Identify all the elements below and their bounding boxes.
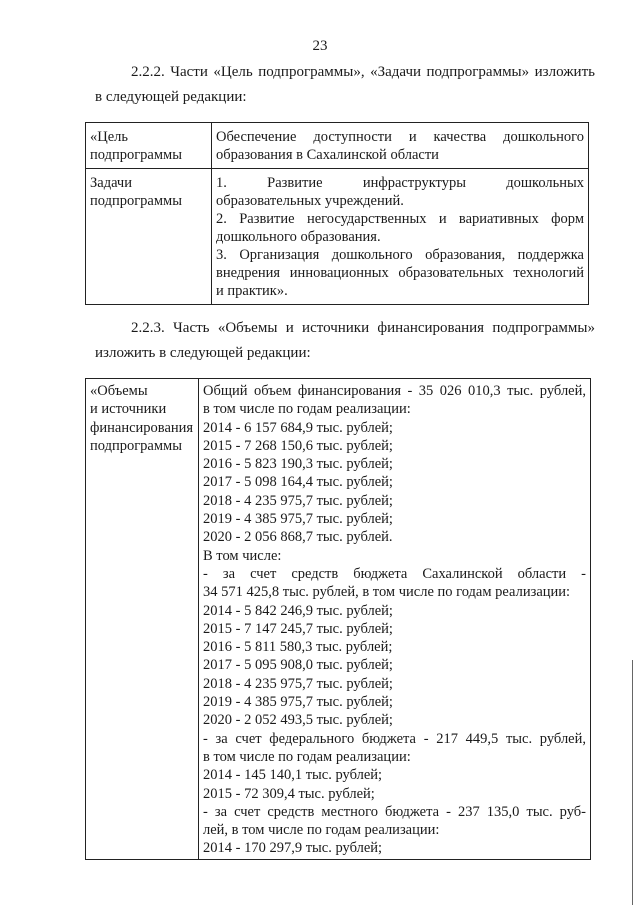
row-value: [199, 379, 591, 860]
goals-tasks-table: [85, 122, 589, 305]
row-label: [86, 379, 199, 860]
cell-line: образования в Сахалинской области: [216, 147, 439, 163]
paragraph-2-2-3: [95, 316, 595, 365]
label-line: «Объемы: [90, 383, 148, 399]
cell-line: 2018 - 4 235 975,7 тыс. рублей;: [203, 675, 393, 692]
label-line: подпрограммы: [90, 437, 182, 454]
cell-line: Обеспечение доступности и качества дошкольного: [216, 129, 584, 145]
table-row: [86, 123, 589, 169]
paragraph-line: изложить в следующей редакции:: [95, 345, 311, 361]
cell-line: В том числе:: [203, 547, 282, 564]
cell-line: 2. Развитие негосударственных и вариативных форм: [216, 211, 584, 227]
label-line: финансирования: [90, 419, 194, 436]
cell-line: и практик».: [216, 283, 288, 299]
cell-line: 2019 - 4 385 975,7 тыс. рублей;: [203, 694, 393, 711]
cell-line: 2015 - 7 268 150,6 тыс. рублей;: [203, 437, 393, 454]
cell-line: 2017 - 5 095 908,0 тыс. рублей;: [203, 657, 393, 674]
paragraph-line: в следующей редакции:: [95, 89, 247, 105]
label-line: и источники: [90, 401, 167, 418]
cell-line: 2015 - 72 309,4 тыс. рублей;: [203, 785, 375, 802]
cell-line: 2014 - 5 842 246,9 тыс. рублей;: [203, 602, 393, 619]
table-row: [86, 169, 589, 305]
paragraph-line: 2.2.3. Часть «Объемы и источники финансирования подпрограммы»: [131, 320, 595, 336]
cell-line: дошкольного образования.: [216, 229, 381, 245]
cell-line: 2018 - 4 235 975,7 тыс. рублей;: [203, 492, 393, 509]
cell-line: 2016 - 5 811 580,3 тыс. рублей;: [203, 639, 393, 656]
cell-line: Общий объем финансирования - 35 026 010,3 тыс. рублей,: [203, 383, 586, 399]
financing-table: [85, 378, 591, 860]
cell-line: - за счет федерального бюджета - 217 449,5 тыс. рублей,: [203, 730, 586, 747]
cell-line: внедрения инновационных образовательных технологий: [216, 265, 584, 281]
scan-edge-line: [632, 660, 633, 905]
cell-line: в том числе по годам реализации:: [203, 748, 411, 765]
cell-line: 2015 - 7 147 245,7 тыс. рублей;: [203, 620, 393, 637]
cell-line: в том числе по годам реализации:: [203, 401, 411, 418]
cell-line: 2017 - 5 098 164,4 тыс. рублей;: [203, 474, 393, 491]
cell-line: - за счет средств бюджета Сахалинской области -: [203, 565, 586, 582]
paragraph-2-2-2: [95, 60, 595, 109]
cell-line: образовательных учреждений.: [216, 193, 404, 209]
cell-line: 2016 - 5 823 190,3 тыс. рублей;: [203, 456, 393, 473]
row-label: «Цель подпрограммы: [86, 123, 212, 169]
paragraph-line: 2.2.2. Части «Цель подпрограммы», «Задачи подпрограммы» изложить: [131, 64, 595, 80]
cell-line: 2014 - 145 140,1 тыс. рублей;: [203, 767, 383, 784]
cell-line: - за счет средств местного бюджета - 237 135,0 тыс. руб-: [203, 803, 586, 820]
page-number: 23: [312, 38, 328, 54]
cell-line: 2014 - 6 157 684,9 тыс. рублей;: [203, 419, 393, 436]
cell-line: лей, в том числе по годам реализации:: [203, 822, 440, 839]
row-value: [212, 169, 589, 305]
table-row: [86, 379, 591, 860]
cell-line: 1. Развитие инфраструктуры дошкольных: [216, 175, 584, 191]
cell-line: 2020 - 2 056 868,7 тыс. рублей.: [203, 529, 393, 546]
row-label: Задачи подпрограммы: [86, 169, 212, 305]
cell-line: 34 571 425,8 тыс. рублей, в том числе по годам реализации:: [203, 584, 571, 601]
row-value: [212, 123, 589, 169]
cell-line: 2019 - 4 385 975,7 тыс. рублей;: [203, 511, 393, 528]
cell-line: 3. Организация дошкольного образования, поддержка: [216, 247, 584, 263]
cell-line: 2014 - 170 297,9 тыс. рублей;: [203, 840, 383, 857]
cell-line: 2020 - 2 052 493,5 тыс. рублей;: [203, 712, 393, 729]
